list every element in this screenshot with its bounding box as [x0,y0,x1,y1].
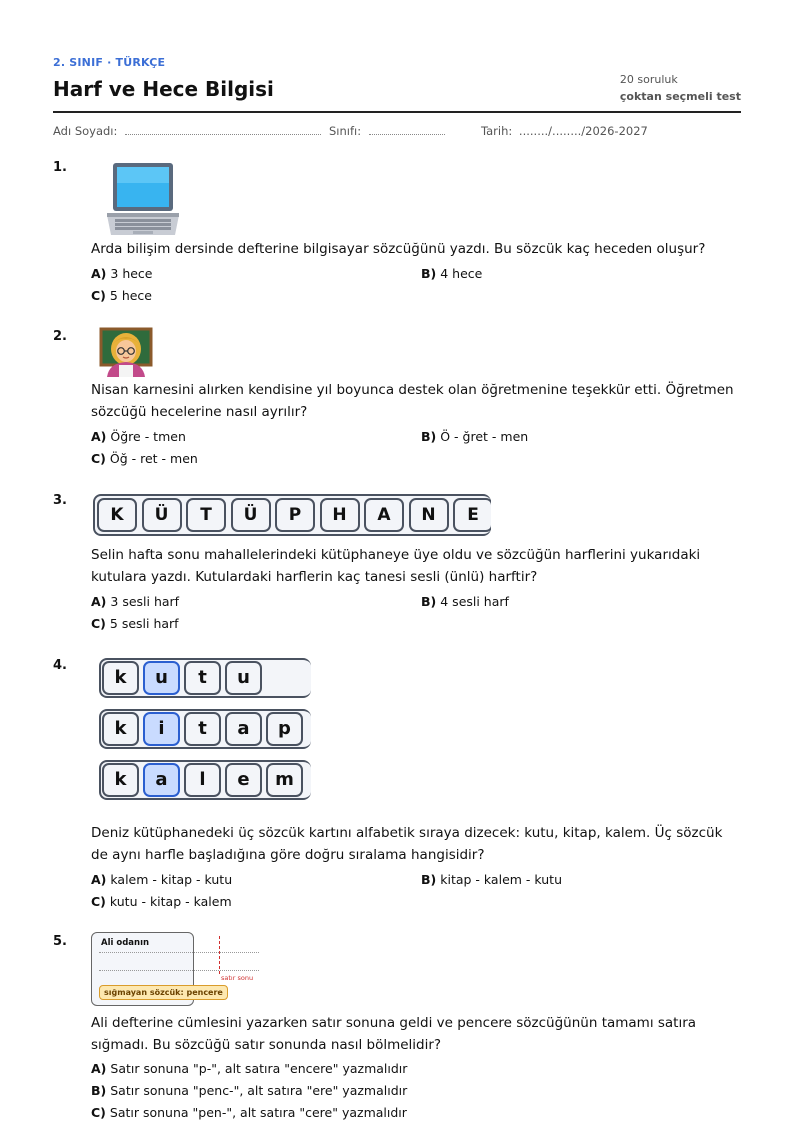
date-value: ......../......../2026-2027 [518,124,648,138]
option-b[interactable] [421,594,509,609]
option-c[interactable] [91,894,232,909]
option-key: A) [91,872,107,887]
option-text: Satır sonuna "p-", alt satıra "encere" yazmalıdır [110,1061,408,1076]
letter-box: A [364,498,404,532]
test-meta [620,72,741,107]
letter-box: p [266,712,303,746]
option-text: Öğre - tmen [110,429,186,444]
line-end-marker [219,936,220,974]
option-text: 5 hece [109,288,152,303]
question-5 [53,934,741,1123]
option-key: C) [91,288,106,303]
writing-line [99,952,259,953]
option-text: kalem - kitap - kutu [110,872,233,887]
letter-box: t [184,712,221,746]
question-4 [53,658,741,914]
laptop-icon [105,161,181,237]
subject-label: 2. SINIF · TÜRKÇE [53,56,166,69]
date-label: Tarih: [481,124,513,138]
question-number: 4. [53,658,67,673]
option-key: C) [91,894,106,909]
question-text: Nisan karnesini alırken kendisine yıl boyunca destek olan öğretmenine teşekkür etti. Öğretmen sözcüğü hecelerine nasıl ayrılır? [91,382,734,420]
letter-box: Ü [231,498,271,532]
letter-box: u [225,661,262,695]
letter-box: Ü [142,498,182,532]
option-key: B) [421,872,437,887]
letter-box: T [186,498,226,532]
header-divider [53,111,741,113]
option-b[interactable] [421,266,482,281]
option-a[interactable] [91,266,153,281]
option-key: C) [91,616,106,631]
notebook-line-text: Ali odanın [101,938,150,948]
question-text: Arda bilişim dersinde defterine bilgisayar sözcüğünü yazdı. Bu sözcük kaç heceden oluşur? [91,241,706,257]
letter-box: l [184,763,221,797]
option-a[interactable] [91,429,186,444]
name-blank[interactable] [125,125,321,135]
option-key: C) [91,451,106,466]
option-a[interactable] [91,1061,407,1076]
test-type: çoktan seçmeli test [619,90,741,103]
option-key: B) [421,429,437,444]
option-text: Satır sonuna "pen-", alt satıra "cere" yazmalıdır [109,1105,407,1120]
page-title: Harf ve Hece Bilgisi [53,77,274,101]
option-text: Öğ - ret - men [109,451,198,466]
option-text: kitap - kalem - kutu [440,872,562,887]
letter-box: e [225,763,262,797]
option-text: 4 hece [440,266,483,281]
option-key: A) [91,266,107,281]
option-text: 3 hece [110,266,153,281]
letter-box: a [225,712,262,746]
question-3 [53,493,741,643]
question-number: 2. [53,329,67,344]
letter-box: N [409,498,449,532]
letter-box: k [102,763,139,797]
question-text: Deniz kütüphanedeki üç sözcük kartını alfabetik sıraya dizecek: kutu, kitap, kalem. Üç sözcük de aynı harfle başladığına göre doğru sıralama hangisidir? [91,825,723,863]
option-c[interactable] [91,288,152,303]
question-2 [53,329,741,479]
notebook-line-illustration [91,932,261,1006]
option-c[interactable] [91,1105,407,1120]
question-number: 1. [53,160,67,175]
highlighted-letter-box: u [143,661,180,695]
option-text: 5 sesli harf [109,616,179,631]
letter-box: k [102,661,139,695]
letter-box: K [97,498,137,532]
letter-box: P [275,498,315,532]
name-label: Adı Soyadı: [53,124,118,138]
option-a[interactable] [91,872,232,887]
question-1 [53,160,741,310]
question-text: Ali defterine cümlesini yazarken satır sonuna geldi ve pencere sözcüğünün tamamı satıra sığmadı. Bu sözcüğü satır sonunda nasıl bölmelidir? [91,1015,697,1053]
option-key: C) [91,1105,106,1120]
option-b[interactable] [421,429,528,444]
letter-box-strip [93,494,491,536]
option-key: A) [91,594,107,609]
option-text: 3 sesli harf [110,594,180,609]
option-a[interactable] [91,594,179,609]
option-b[interactable] [91,1083,407,1098]
letter-box: E [453,498,491,532]
question-text: Selin hafta sonu mahallelerindeki kütüphaneye üye oldu ve sözcüğün harflerini yukarıdaki kutulara yazdı. Kutulardaki harflerin kaç tanesi sesli (ünlü) harftir? [91,547,701,585]
option-key: B) [421,594,437,609]
option-c[interactable] [91,451,198,466]
date-field[interactable] [481,124,648,138]
question-count: 20 soruluk [619,73,678,86]
option-text: kutu - kitap - kalem [109,894,232,909]
option-b[interactable] [421,872,562,887]
letter-box: k [102,712,139,746]
option-c[interactable] [91,616,179,631]
class-blank[interactable] [369,125,445,135]
option-text: Satır sonuna "penc-", alt satıra "ere" yazmalıdır [110,1083,408,1098]
highlighted-letter-box: i [143,712,180,746]
name-field[interactable] [53,124,321,138]
overflow-word-badge: sığmayan sözcük: pencere [99,985,228,1000]
line-end-label: satır sonu [221,974,254,982]
writing-line [99,970,259,971]
class-label: Sınıfı: [329,124,362,138]
question-number: 3. [53,493,67,508]
option-key: A) [91,1061,107,1076]
class-field[interactable] [329,124,445,138]
teacher-icon [99,327,153,377]
letter-box: t [184,661,221,695]
word-cards [99,658,311,800]
letter-box: m [266,763,303,797]
option-key: B) [421,266,437,281]
option-text: 4 sesli harf [440,594,509,609]
option-key: A) [91,429,107,444]
option-text: Ö - ğret - men [440,429,529,444]
option-key: B) [91,1083,107,1098]
question-number: 5. [53,934,67,949]
letter-box: H [320,498,360,532]
highlighted-letter-box: a [143,763,180,797]
